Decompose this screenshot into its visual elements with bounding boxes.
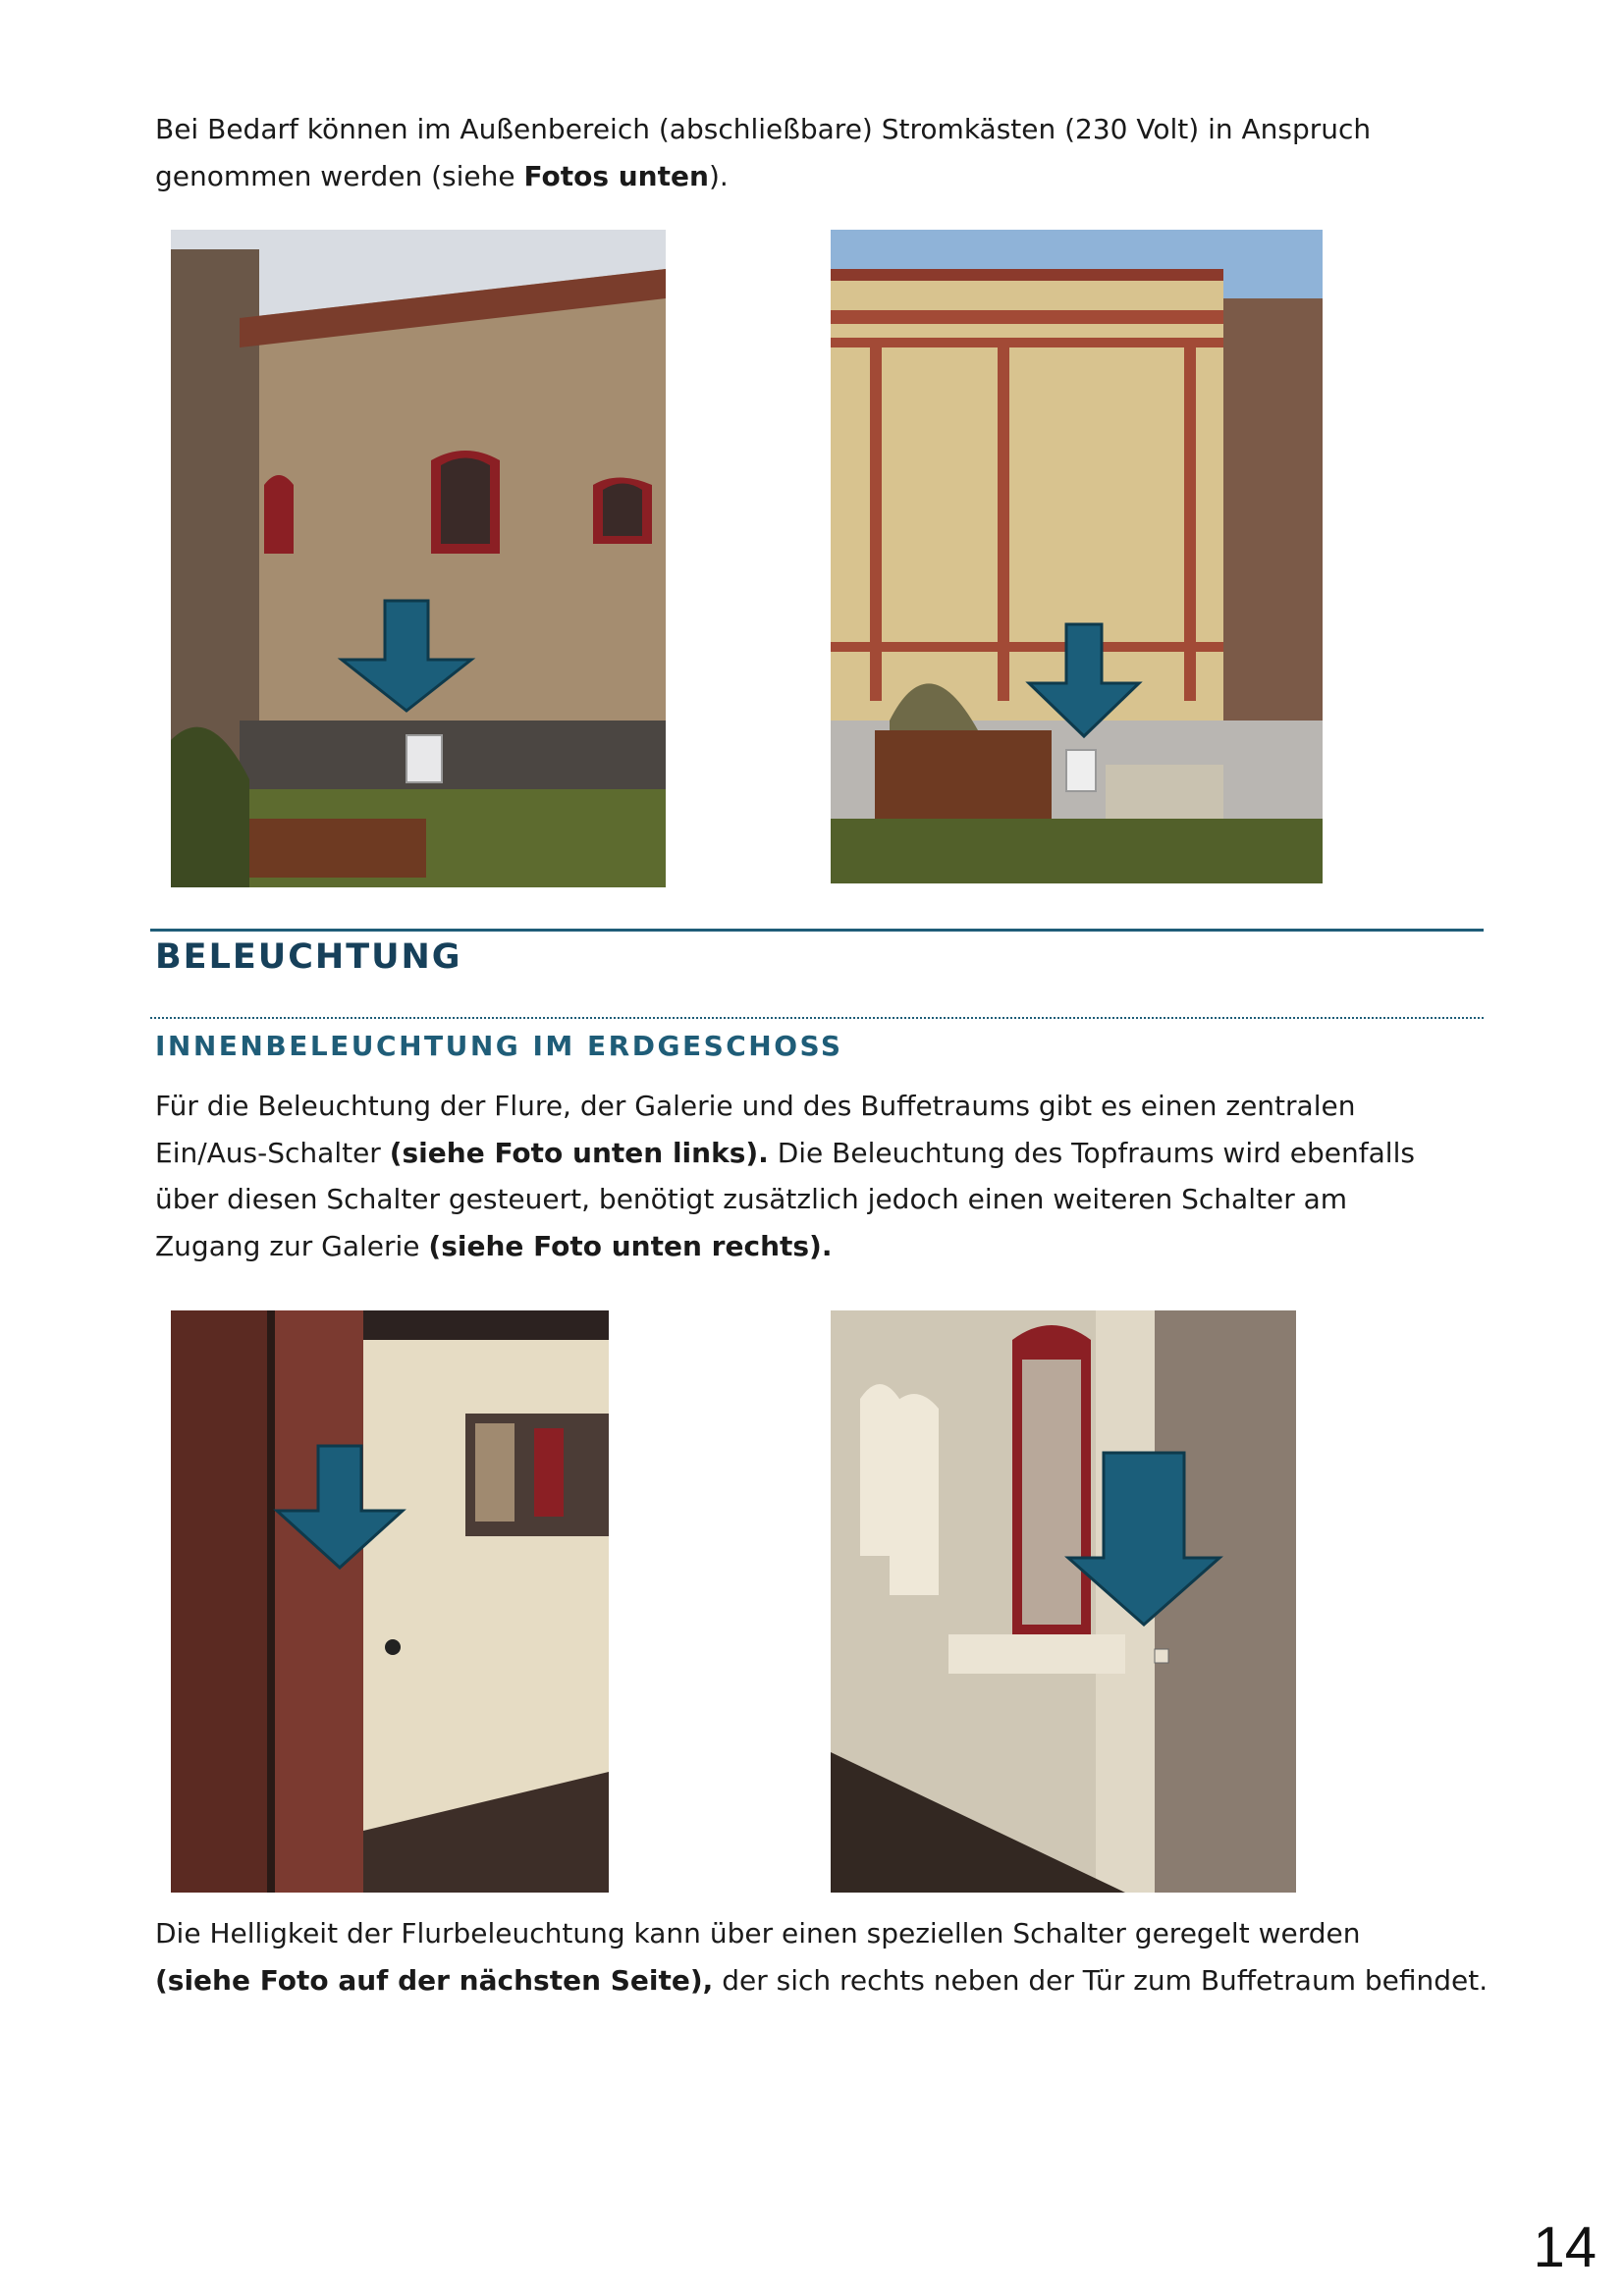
section-line-2-end: Die Beleuchtung des Topfraums wird ebenfalls [768,1136,1415,1169]
closing-line-2-end: der sich rechts neben der Tür zum Buffetraum befindet. [713,1963,1489,1997]
closing-line-1: Die Helligkeit der Flurbeleuchtung kann über einen speziellen Schalter geregelt werden [155,1917,1361,1949]
section-paragraph [155,1083,1490,1269]
intro-line-1: Bei Bedarf können im Außenbereich (abschließbare) Stromkästen (230 Volt) in Anspruch [155,113,1372,145]
intro-line-2-text: genommen werden (siehe [155,159,524,192]
intro-line-2-bold: Fotos unten [523,159,709,192]
photo-interior-right [831,1310,1296,1893]
light-switch [385,1639,401,1655]
section-line-1: Für die Beleuchtung der Flure, der Galerie und des Buffetraums gibt es einen zentralen [155,1090,1356,1122]
section-subheading: INNENBELEUCHTUNG IM ERDGESCHOSS [155,1030,843,1062]
closing-paragraph [155,1910,1530,2003]
section-line-2-bold: (siehe Foto unten links). [389,1136,769,1169]
page-number: 14 [1533,2216,1597,2279]
section-line-3: über diesen Schalter gesteuert, benötigt zusätzlich jedoch einen weiteren Schalter am [155,1183,1348,1215]
photo-interior-left [171,1310,609,1893]
intro-paragraph [155,106,1490,199]
section-heading: BELEUCHTUNG [155,937,462,977]
heading-rule [150,929,1484,932]
intro-line-2-end: ). [708,159,729,192]
closing-line-2-bold: (siehe Foto auf der nächsten Seite), [155,1963,714,1997]
section-line-4-text: Zugang zur Galerie [155,1229,429,1262]
section-line-4-bold: (siehe Foto unten rechts). [428,1229,833,1262]
photo-exterior-left [171,230,666,887]
photo-exterior-right [831,230,1323,883]
subheading-rule [150,1017,1484,1019]
section-line-2 [155,1130,1490,1177]
section-line-2-text: Ein/Aus-Schalter [155,1136,390,1169]
intro-line-2 [155,153,1490,200]
section-line-4 [155,1223,1490,1270]
closing-line-2 [155,1957,1530,2004]
